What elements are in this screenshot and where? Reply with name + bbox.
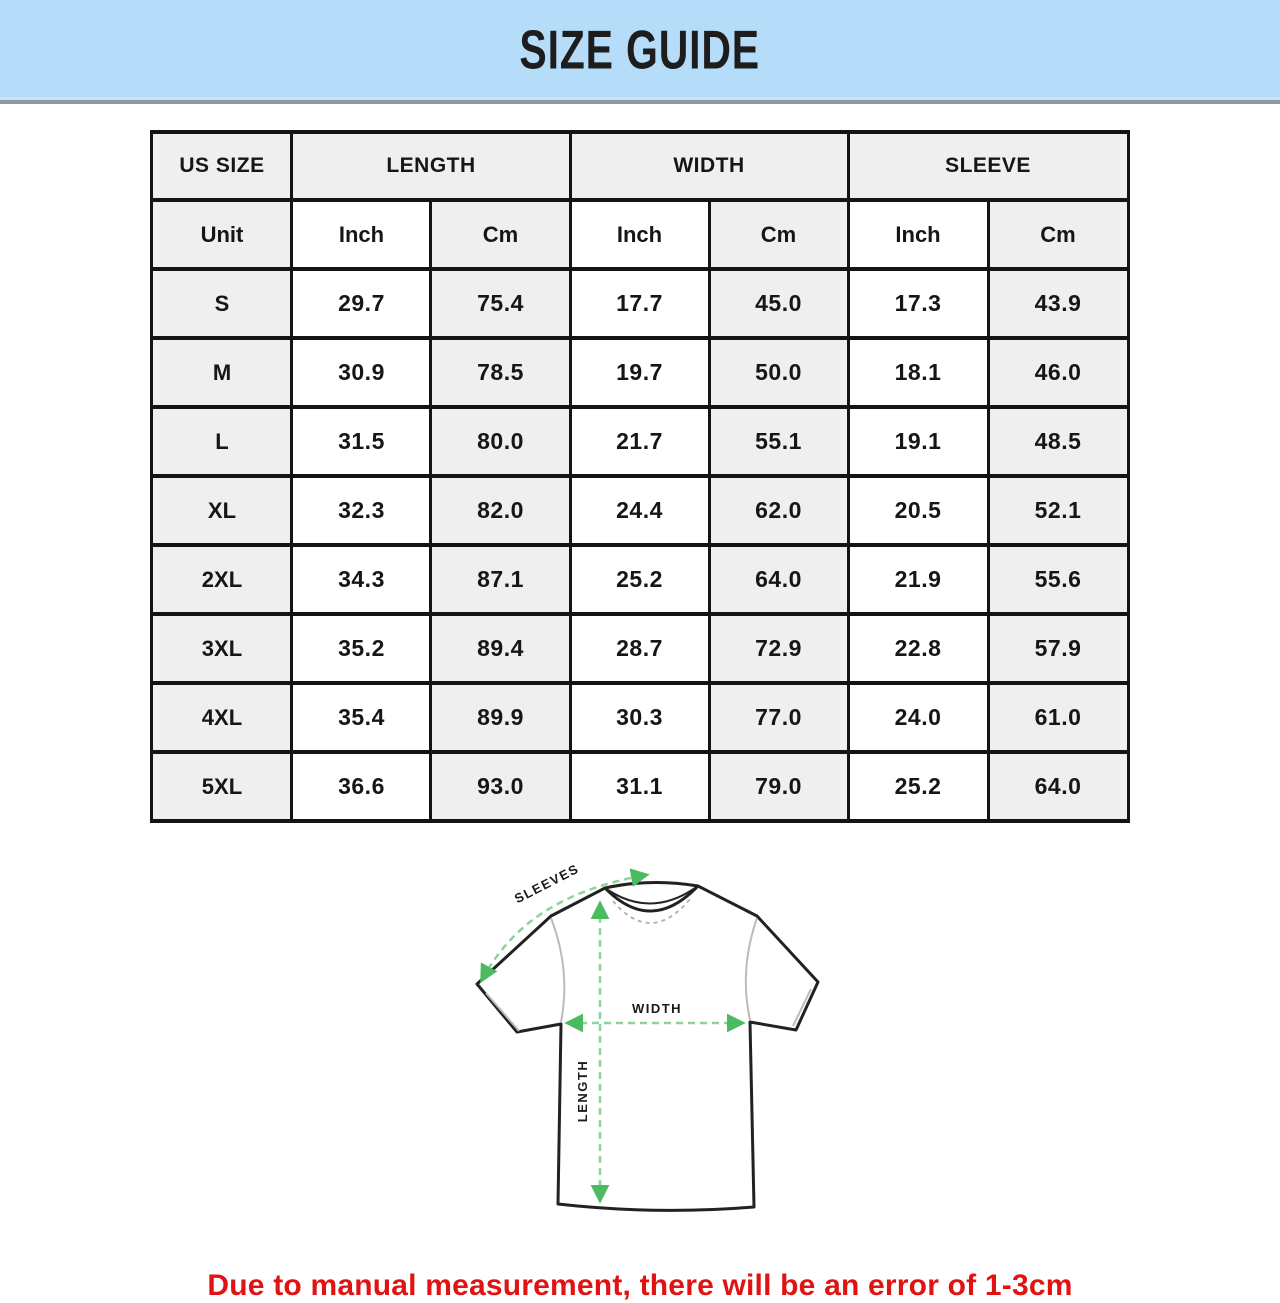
size-label: 5XL [152,752,292,821]
value-cell: 50.0 [709,338,848,407]
length-label: LENGTH [575,1059,590,1123]
column-header-us-size: US SIZE [152,132,292,200]
value-cell: 57.9 [988,614,1128,683]
unit-cell: Inch [848,200,988,269]
value-cell: 31.5 [292,407,431,476]
value-cell: 75.4 [431,269,570,338]
tshirt-illustration [420,838,860,1258]
value-cell: 35.2 [292,614,431,683]
value-cell: 82.0 [431,476,570,545]
value-cell: 61.0 [988,683,1128,752]
value-cell: 17.7 [570,269,709,338]
table-row [152,476,1128,545]
column-header-sleeve: SLEEVE [848,132,1128,200]
value-cell: 30.9 [292,338,431,407]
unit-cell: Cm [988,200,1128,269]
size-label: 3XL [152,614,292,683]
value-cell: 31.1 [570,752,709,821]
table-row [152,614,1128,683]
value-cell: 64.0 [709,545,848,614]
value-cell: 45.0 [709,269,848,338]
size-label: M [152,338,292,407]
table-row [152,407,1128,476]
value-cell: 46.0 [988,338,1128,407]
value-cell: 43.9 [988,269,1128,338]
value-cell: 55.1 [709,407,848,476]
unit-cell: Inch [570,200,709,269]
table-group-header-row [152,132,1128,200]
value-cell: 55.6 [988,545,1128,614]
value-cell: 72.9 [709,614,848,683]
value-cell: 77.0 [709,683,848,752]
value-cell: 48.5 [988,407,1128,476]
value-cell: 52.1 [988,476,1128,545]
unit-header: Unit [152,200,292,269]
value-cell: 87.1 [431,545,570,614]
value-cell: 79.0 [709,752,848,821]
table-unit-row [152,200,1128,269]
size-label: S [152,269,292,338]
unit-cell: Cm [431,200,570,269]
size-chart-table [150,130,1129,823]
unit-cell: Cm [709,200,848,269]
value-cell: 25.2 [848,752,988,821]
value-cell: 62.0 [709,476,848,545]
page-title: SIZE GUIDE [519,19,761,81]
table-row [152,683,1128,752]
tshirt-outline [477,882,818,1210]
value-cell: 93.0 [431,752,570,821]
tshirt-diagram [420,838,860,1263]
value-cell: 89.9 [431,683,570,752]
value-cell: 25.2 [570,545,709,614]
table-row [152,269,1128,338]
value-cell: 17.3 [848,269,988,338]
value-cell: 29.7 [292,269,431,338]
value-cell: 19.7 [570,338,709,407]
value-cell: 24.4 [570,476,709,545]
size-label: L [152,407,292,476]
value-cell: 20.5 [848,476,988,545]
table-row [152,545,1128,614]
unit-cell: Inch [292,200,431,269]
size-label: 4XL [152,683,292,752]
value-cell: 64.0 [988,752,1128,821]
value-cell: 22.8 [848,614,988,683]
value-cell: 30.3 [570,683,709,752]
column-header-width: WIDTH [570,132,848,200]
value-cell: 21.9 [848,545,988,614]
value-cell: 36.6 [292,752,431,821]
value-cell: 78.5 [431,338,570,407]
measurement-disclaimer: Due to manual measurement, there will be an error of 1-3cm [207,1269,1073,1302]
column-header-length: LENGTH [292,132,570,200]
value-cell: 89.4 [431,614,570,683]
value-cell: 21.7 [570,407,709,476]
sleeves-label: SLEEVES [511,860,582,907]
value-cell: 80.0 [431,407,570,476]
table-row [152,338,1128,407]
value-cell: 32.3 [292,476,431,545]
value-cell: 24.0 [848,683,988,752]
value-cell: 35.4 [292,683,431,752]
size-label: 2XL [152,545,292,614]
width-label: WIDTH [631,1001,683,1016]
value-cell: 18.1 [848,338,988,407]
value-cell: 19.1 [848,407,988,476]
header-band [0,0,1280,104]
table-row [152,752,1128,821]
value-cell: 28.7 [570,614,709,683]
size-label: XL [152,476,292,545]
value-cell: 34.3 [292,545,431,614]
